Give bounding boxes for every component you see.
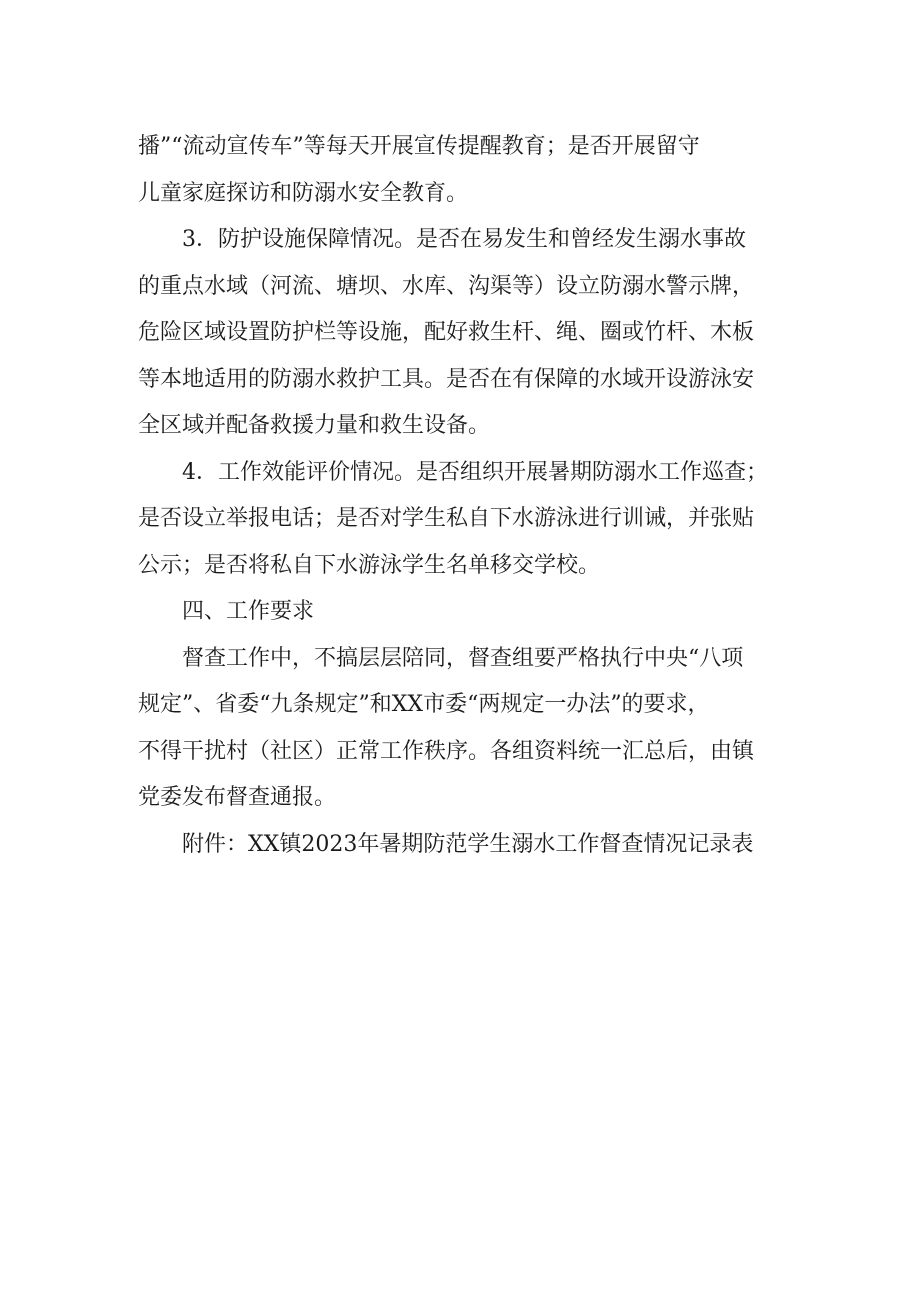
text-line: 等本地适用的防溺水救护工具。是否在有保障的水域开设游泳安 <box>138 366 755 392</box>
text-line: 播”“流动宣传车”等每天开展宣传提醒教育；是否开展留守 <box>138 134 700 159</box>
text-line: 不得干扰村（社区）正常工作秩序。各组资料统一汇总后，由镇 <box>138 738 755 764</box>
text-line: 3．防护设施保障情况。是否在易发生和曾经发生溺水事故 <box>182 227 746 252</box>
text-line: 党委发布督查通报。 <box>138 785 337 810</box>
text-line: 儿童家庭探访和防溺水安全教育。 <box>138 180 469 206</box>
paragraph-item-3 <box>138 217 800 450</box>
text-line: 规定”、省委“九条规定”和XX市委“两规定一办法”的要求， <box>138 692 710 717</box>
paragraph-requirements <box>138 636 800 822</box>
paragraph-continuation <box>138 124 800 217</box>
text-line: 督查工作中，不搞层层陪同，督查组要严格执行中央“八项 <box>182 645 744 671</box>
paragraph-attachment <box>138 822 800 869</box>
text-line: 公示；是否将私自下水游泳学生名单移交学校。 <box>138 552 601 578</box>
text-line: 全区域并配备救援力量和救生设备。 <box>138 413 491 438</box>
paragraph-item-4 <box>138 450 800 590</box>
document-body <box>138 124 800 868</box>
heading-text: 四、工作要求 <box>182 599 315 624</box>
text-line: 危险区域设置防护栏等设施，配好救生杆、绳、圈或竹杆、木板 <box>138 320 755 345</box>
text-line: 是否设立举报电话；是否对学生私自下水游泳进行训诫，并张贴 <box>138 506 755 531</box>
text-line: 的重点水域（河流、塘坝、水库、沟渠等）设立防溺水警示牌， <box>138 273 755 299</box>
text-line: 4．工作效能评价情况。是否组织开展暑期防溺水工作巡查； <box>182 459 768 485</box>
attachment-text: 附件：XX镇2023年暑期防范学生溺水工作督查情况记录表 <box>182 831 754 857</box>
section-heading-work-requirements <box>138 589 800 636</box>
